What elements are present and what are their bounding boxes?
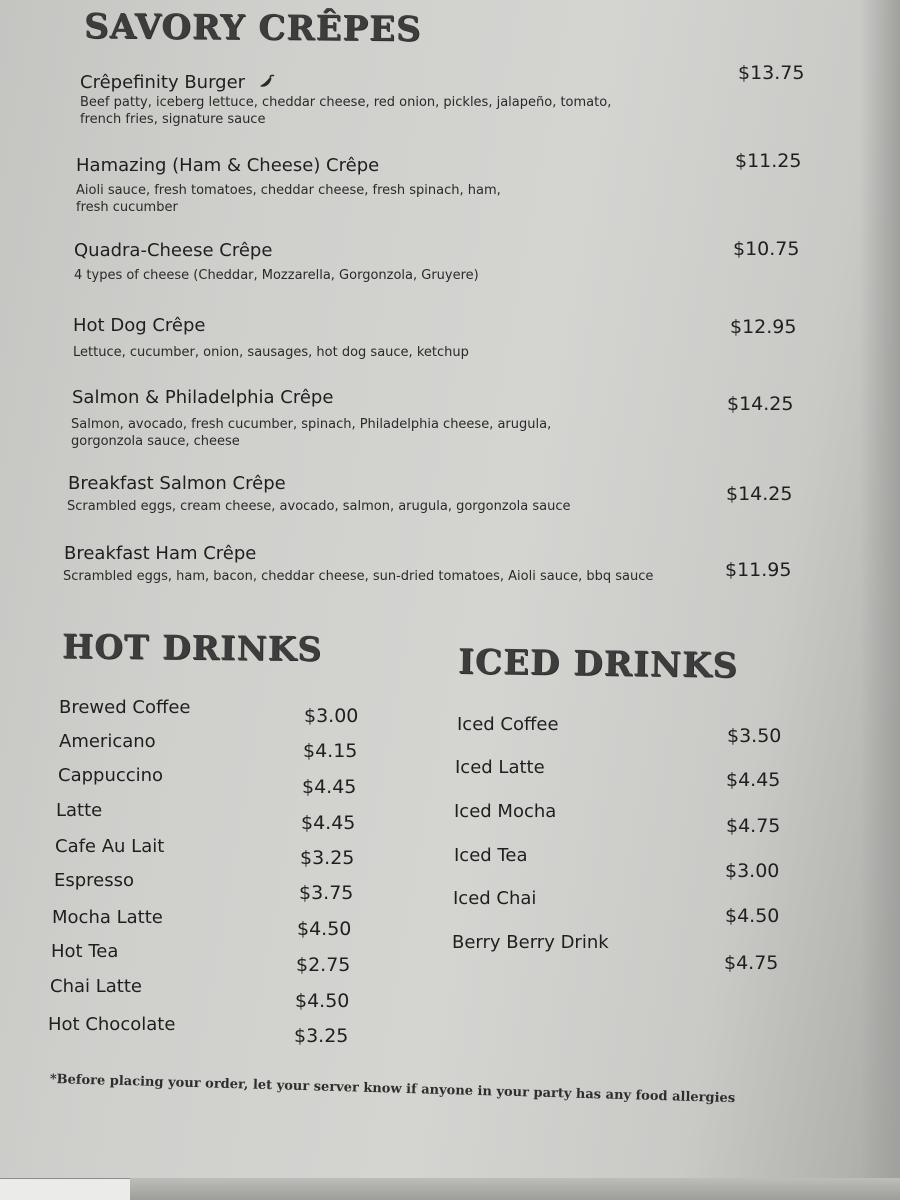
menu-item-name: Breakfast Ham Crêpe [64, 543, 257, 564]
hot-drink-name: Americano [59, 731, 156, 752]
paper-corner [0, 1178, 130, 1200]
hot-drink-name: Espresso [54, 870, 135, 891]
hot-drink-name: Cafe Au Lait [55, 836, 165, 857]
hot-drink-name: Chai Latte [50, 976, 142, 997]
hot-drink-name: Hot Tea [51, 941, 119, 962]
menu-item-description: Scrambled eggs, cream cheese, avocado, salmon, arugula, gorgonzola sauce [67, 499, 571, 514]
menu-item-price: $14.25 [726, 483, 793, 505]
menu-item-price: $11.95 [725, 559, 792, 581]
menu-item-name: Hamazing (Ham & Cheese) Crêpe [76, 155, 380, 176]
iced-drink-name: Iced Latte [455, 757, 545, 778]
menu-item-description: 4 types of cheese (Cheddar, Mozzarella, Gorgonzola, Gruyere) [74, 268, 479, 283]
menu-item-description: Aioli sauce, fresh tomatoes, cheddar cheese, fresh spinach, ham, fresh cucumber [76, 183, 501, 215]
menu-item-price: $13.75 [738, 62, 805, 84]
hot-drink-name: Mocha Latte [52, 907, 163, 928]
hot-drink-name: Hot Chocolate [48, 1014, 176, 1035]
bottom-edge [0, 1178, 900, 1200]
hot-drink-price: $4.50 [297, 918, 352, 940]
menu-item-price: $10.75 [733, 238, 800, 260]
iced-drink-name: Iced Tea [454, 845, 528, 866]
iced-drinks-title: ICED DRINKS [457, 642, 739, 686]
hot-drink-price: $2.75 [296, 954, 351, 976]
menu-item-name: Breakfast Salmon Crêpe [68, 473, 286, 494]
hot-drink-price: $4.45 [302, 776, 357, 798]
hot-drink-price: $3.00 [304, 705, 359, 727]
hot-drink-name: Brewed Coffee [59, 697, 191, 718]
iced-drink-price: $3.50 [727, 725, 782, 747]
menu-item-name: Hot Dog Crêpe [73, 315, 206, 336]
menu-item-description: Scrambled eggs, ham, bacon, cheddar cheese, sun-dried tomatoes, Aioli sauce, bbq sauce [63, 569, 654, 584]
iced-drink-price: $4.45 [726, 769, 781, 791]
menu-item-name: Quadra-Cheese Crêpe [74, 240, 273, 261]
menu-item-price: $12.95 [730, 316, 797, 338]
menu-item-label: Crêpefinity Burger [80, 72, 246, 93]
allergy-footnote: *Before placing your order, let your server know if anyone in your party has any food allergies [49, 1072, 736, 1107]
iced-drink-price: $4.75 [724, 952, 779, 974]
iced-drink-name: Berry Berry Drink [452, 932, 609, 953]
hot-drink-price: $4.50 [295, 990, 350, 1012]
hot-drink-price: $3.25 [300, 847, 355, 869]
hot-drinks-title: HOT DRINKS [61, 626, 323, 669]
iced-drink-name: Iced Coffee [457, 714, 559, 735]
chili-pepper-icon [257, 74, 275, 90]
hot-drink-price: $3.75 [299, 882, 354, 904]
menu-item-description: Beef patty, iceberg lettuce, cheddar cheese, red onion, pickles, jalapeño, tomato, french fries, signature sauce [80, 95, 612, 127]
hot-drink-name: Cappuccino [58, 765, 164, 786]
menu-item-description: Salmon, avocado, fresh cucumber, spinach, Philadelphia cheese, arugula, gorgonzola sauce, cheese [71, 417, 552, 449]
hot-drink-name: Latte [56, 800, 103, 821]
iced-drink-name: Iced Mocha [454, 801, 557, 822]
savory-crepes-title: SAVORY CRÊPES [83, 6, 422, 50]
iced-drink-price: $3.00 [725, 860, 780, 882]
hot-drink-price: $3.25 [294, 1025, 349, 1047]
iced-drink-price: $4.75 [726, 815, 781, 837]
iced-drink-name: Iced Chai [453, 888, 537, 909]
menu-item-description: Lettuce, cucumber, onion, sausages, hot dog sauce, ketchup [73, 345, 469, 360]
menu-item-price: $14.25 [727, 393, 794, 415]
hot-drink-price: $4.45 [301, 812, 356, 834]
hot-drink-price: $4.15 [303, 740, 358, 762]
menu-item-name: Salmon & Philadelphia Crêpe [72, 387, 334, 408]
page-shadow [860, 0, 900, 1200]
menu-item-price: $11.25 [735, 150, 802, 172]
iced-drink-price: $4.50 [725, 905, 780, 927]
menu-item-name [80, 72, 275, 93]
